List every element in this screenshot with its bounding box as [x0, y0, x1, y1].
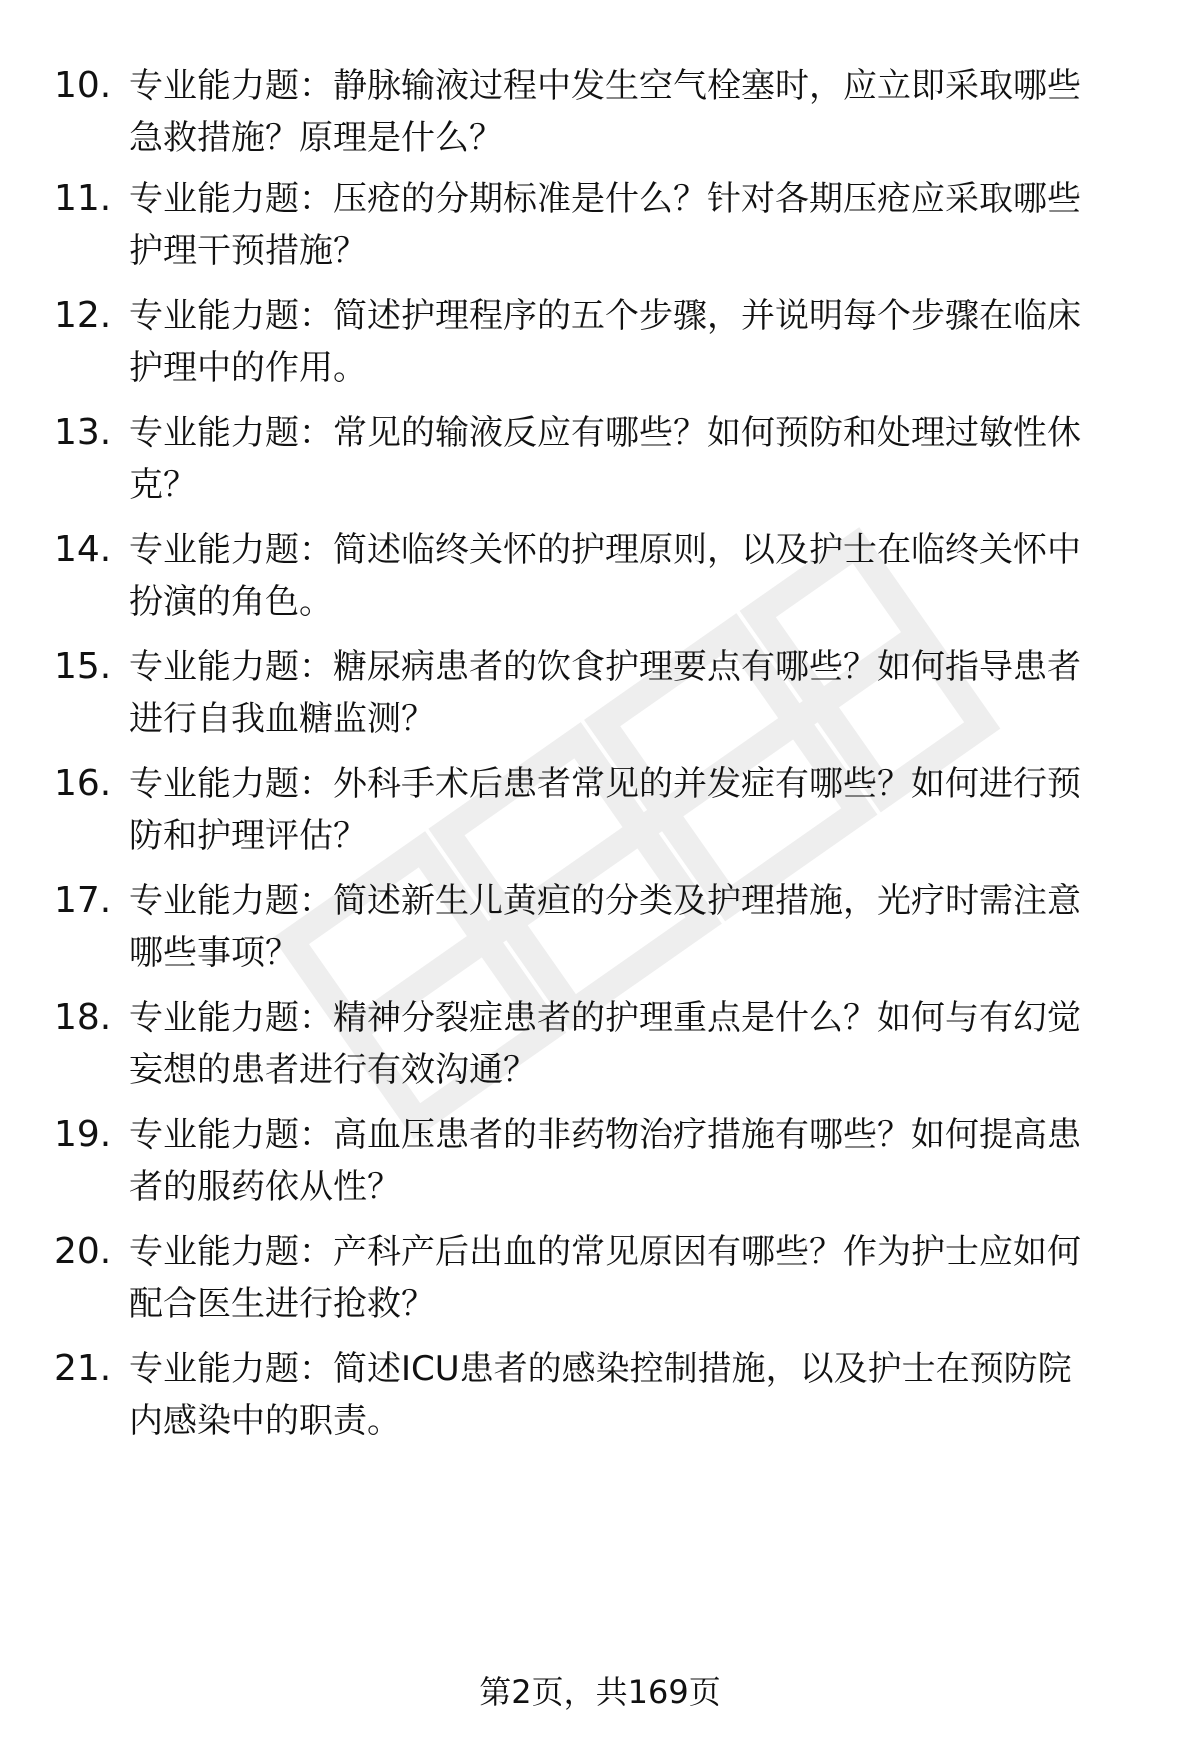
- question-item: [54, 1109, 1144, 1219]
- question-item: [54, 992, 1144, 1102]
- question-text: [129, 1226, 1139, 1330]
- question-text: [129, 60, 1139, 164]
- page-number-footer: 第2页，共169页: [479, 1673, 721, 1711]
- question-item: [54, 173, 1144, 283]
- question-item: [54, 290, 1144, 400]
- question-item: [54, 641, 1144, 751]
- question-text: [129, 758, 1139, 862]
- question-text: [129, 290, 1139, 394]
- question-line: 防和护理评估？: [129, 816, 367, 856]
- question-number: 18.: [54, 997, 112, 1038]
- question-text: [129, 641, 1139, 745]
- question-line: 专业能力题：简述临终关怀的护理原则，以及护士在临终关怀中: [129, 530, 1081, 570]
- question-item: [54, 524, 1144, 634]
- question-line: 专业能力题：高血压患者的非药物治疗措施有哪些？如何提高患: [129, 1115, 1081, 1155]
- question-text: [129, 992, 1139, 1096]
- question-item: [54, 1226, 1144, 1336]
- question-text: [129, 1109, 1139, 1213]
- question-line: 专业能力题：外科手术后患者常见的并发症有哪些？如何进行预: [129, 764, 1081, 804]
- question-line: 者的服药依从性？: [129, 1167, 401, 1207]
- question-line: 专业能力题：精神分裂症患者的护理重点是什么？如何与有幻觉: [129, 998, 1081, 1038]
- question-number: 15.: [54, 646, 112, 687]
- question-line: 专业能力题：产科产后出血的常见原因有哪些？作为护士应如何: [129, 1232, 1081, 1272]
- question-line: 专业能力题：简述护理程序的五个步骤，并说明每个步骤在临床: [129, 296, 1081, 336]
- question-number: 10.: [54, 65, 112, 106]
- question-number: 19.: [54, 1114, 112, 1155]
- question-text: [129, 1343, 1139, 1447]
- question-line: 克？: [129, 465, 197, 505]
- question-number: 16.: [54, 763, 112, 804]
- question-line: 配合医生进行抢救？: [129, 1284, 435, 1324]
- question-item: [54, 875, 1144, 985]
- question-text: [129, 875, 1139, 979]
- question-line: 专业能力题：糖尿病患者的饮食护理要点有哪些？如何指导患者: [129, 647, 1081, 687]
- question-number: 20.: [54, 1231, 112, 1272]
- question-item: [54, 1343, 1144, 1453]
- question-line: 专业能力题：简述ICU患者的感染控制措施，以及护士在预防院: [129, 1349, 1072, 1389]
- question-number: 12.: [54, 295, 112, 336]
- question-item: [54, 758, 1144, 868]
- question-line: 护理中的作用。: [129, 348, 367, 388]
- question-number: 14.: [54, 529, 112, 570]
- question-line: 扮演的角色。: [129, 582, 333, 622]
- question-line: 护理干预措施？: [129, 231, 367, 271]
- question-text: [129, 407, 1139, 511]
- question-line: 内感染中的职责。: [129, 1401, 401, 1441]
- question-number: 17.: [54, 880, 112, 921]
- question-line: 妄想的患者进行有效沟通？: [129, 1050, 537, 1090]
- question-line: 专业能力题：简述新生儿黄疸的分类及护理措施，光疗时需注意: [129, 881, 1081, 921]
- question-number: 21.: [54, 1348, 112, 1389]
- question-item: [54, 60, 1144, 170]
- question-line: 专业能力题：静脉输液过程中发生空气栓塞时，应立即采取哪些: [129, 66, 1081, 106]
- question-number: 11.: [54, 178, 112, 219]
- question-text: [129, 524, 1139, 628]
- question-line: 进行自我血糖监测？: [129, 699, 435, 739]
- question-line: 哪些事项？: [129, 933, 299, 973]
- question-item: [54, 407, 1144, 517]
- question-text: [129, 173, 1139, 277]
- question-line: 专业能力题：压疮的分期标准是什么？针对各期压疮应采取哪些: [129, 179, 1081, 219]
- question-line: 专业能力题：常见的输液反应有哪些？如何预防和处理过敏性休: [129, 413, 1081, 453]
- question-line: 急救措施？原理是什么？: [129, 118, 503, 158]
- question-number: 13.: [54, 412, 112, 453]
